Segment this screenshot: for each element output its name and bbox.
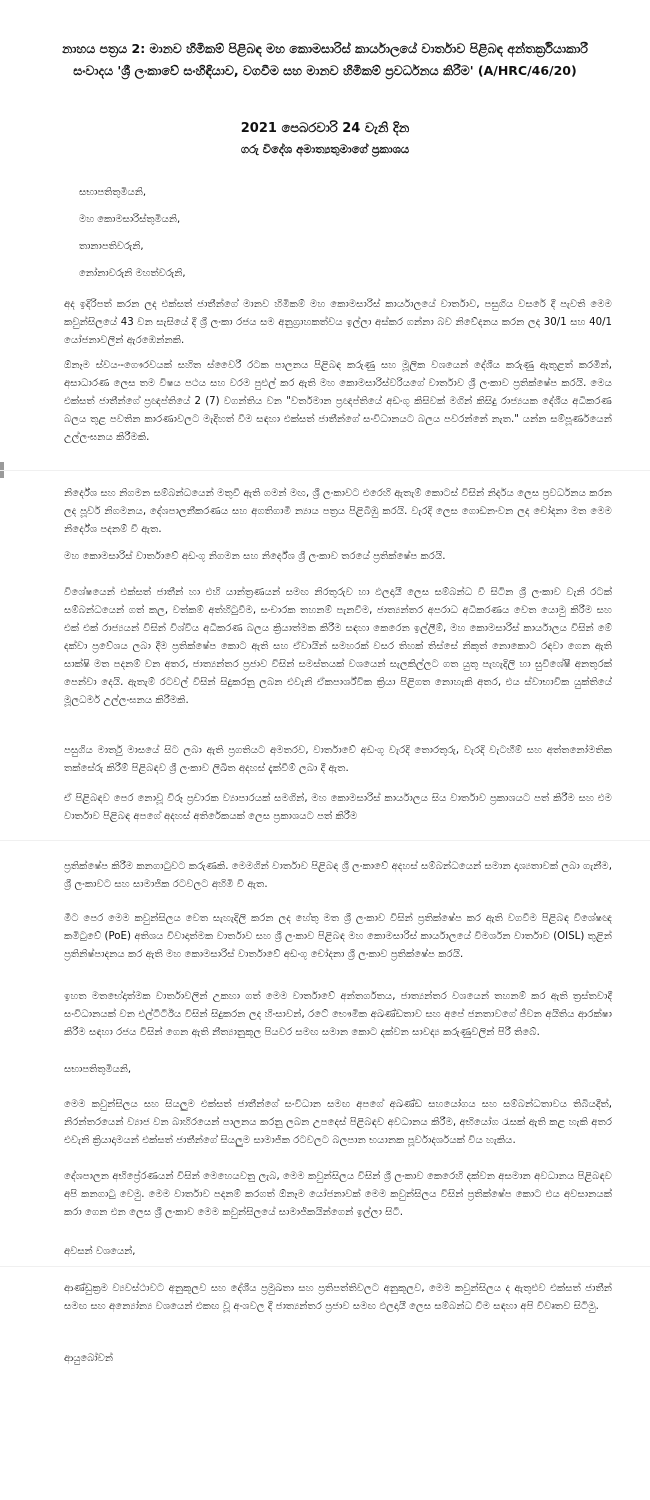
page-break-line (0, 1266, 650, 1267)
closing-label: අවසන් වශයෙන්, (64, 1246, 136, 1257)
salutation-line: තානාපතිවරුනි, (79, 241, 144, 252)
body-paragraph: විශේෂයෙන් එක්සත් ජාතීන් හා එහි යාන්ත්‍රණයන් සමඟ නිරතුරුව හා ඵලදායී ලෙස සම්බන්ධ වී සිටින ශ්‍රී ලංකාව වැනි රටක් සම්බන්ධයෙන් ගත් කල, වත්කම් අත්හිටුවීම, සංචාරක තහනම් පැනවීම, ජාත්‍යන්තර අපරාධ අධිකරණය වෙත යොමු කිරීම සහ එක් එක් රාජ්‍යයන් විසින් විශ්වීය අධිකරණ බලය ක්‍රියාත්මක කිරීම සඳහා කෙරෙන ඉල්ලීම්, මහ කොමසාරිස් කාර්යාලය විසින් මේ දක්වා ප්‍රවේශය ලබා දීම ප්‍රතික්ෂේප කොට ඇති සහ ඒවායින් සමහරක් වසර තිහක් තිස්සේ නිකුත් නොකොට රඳවා ගෙන ඇති සාක්ෂි මත පදනම් වන අතර, ජාත්‍යන්තර ප්‍රජාව විසින් සමස්තයක් වශයෙන් සැලකිල්ලට ගත යුතු පැහැදිලි හා සුවිශේෂී අනතුරක් පෙන්වා දෙයි. ඇතැම් රටවල් විසින් සිදුකරනු ලබන එවැනි ඒකපාර්ශ්වික ක්‍රියා පිළිගත නොහැකි අතර, එය ස්වාභාවික යුක්තියේ මූලධර්ම උල්ලංඝනය කිරීමකි. (64, 587, 612, 706)
body-paragraph: ප්‍රතික්ෂේප කිරීම කනගාටුවට කරුණකි. මෙමගින් වාර්තාව පිළිබඳ ශ්‍රී ලංකාවේ අදහස් සම්බන්ධයෙන් සමාන දෘශ්‍යතාවක් ලබා ගැනීම, ශ්‍රී ලංකාවට සහ සාමාජික රටවලට අහිමි වී ඇත. (64, 861, 612, 890)
salutation-line: සභාපතිතුමියනි, (79, 187, 147, 198)
body-paragraph: ඕනෑම ස්වයං-ගෞරවයක් සහිත ස්වෛරී රටක පාලනය පිළිබඳ කරුණු සහ මූලික වශයෙන් දේශීය කරුණු ඇතුළත් කරමින්, අසාධාරණ ලෙස තම විෂය පථය සහ වරම පුළුල් කර ඇති මහ කොමසාරිස්වරියගේ වාර්තාව ශ්‍රී ලංකාව ප්‍රතික්ෂේප කරයි. මෙය එක්සත් ජාතීන්ගේ ප්‍රඥප්තියේ 2 (7) වගන්තිය වන "වර්තමාන ප්‍රඥප්තියේ අඩංගු කිසිවක් මගින් කිසිදු රාජ්‍යයක දේශීය අධිකරණ බලය තුළ පවතින කාරණාවලට මැදිහත් වීම සඳහා එක්සත් ජාතීන්ගේ සංවිධානයට බලය පවරන්නේ නැත." යන්න සම්පූර්ණයෙන් උල්ලංඝනය කිරීමකි. (64, 360, 612, 443)
page-break-line (0, 470, 650, 471)
body-paragraph: මහ කොමසාරිස් වාර්තාවේ අඩංගු නිගමන සහ නිර්දේශ ශ්‍රී ලංකාව තරයේ ප්‍රතික්ෂේප කරයි. (64, 551, 446, 562)
address-chair: සභාපතිතුමියනි, (64, 1064, 132, 1075)
page-break-line (0, 840, 650, 841)
body-paragraph: මෙම කවුන්සිලය සහ සියලුම එක්සත් ජාතීන්ගේ සංවිධාන සමඟ අපගේ අඛණ්ඩ සහයෝගය සහ සම්බන්ධතාවය තිබියදීත්, නිරන්තරයෙන් ව්‍යාජ වන බාහිරයෙන් පාලනය කරනු ලබන උපදෙස් පිළිබඳව අවධානය කිරීම, අභියෝග රැසක් ඇති කළ හැකි අතර එවැනි ක්‍රියාදාමයන් එක්සත් ජාතීන්ගේ සියලුම සාමාජික රටවලට බලපාන භයානක පූර්වාදර්ශයක් විය හැකිය. (64, 1099, 612, 1146)
body-paragraph: මීට පෙර මෙම කවුන්සිලය වෙත සැහැදිලි කරන ලද හේතු මත ශ්‍රී ලංකාව විසින් ප්‍රතික්ෂේප කර ඇති වගවීම පිළිබඳ විශේෂඥ කමිටුවේ (PoE) අතිශය විවාදාත්මක වාර්තාව සහ ශ්‍රී ලංකාව පිළිබඳ මහ කොමසාරිස් කාර්යාලයේ විමර්ශන වාර්තාව (OISL) තුළින් ප්‍රතිනිෂ්පාදනය කර ඇති මහ කොමසාරිස් වාර්තාවේ අඩංගු චෝදනා ශ්‍රී ලංකාව ප්‍රතික්ෂේප කරයි. (64, 913, 612, 960)
salutation-line: නෝනාවරුනි මහත්වරුනි, (79, 268, 186, 279)
signoff: ආයුබෝවන් (64, 1353, 113, 1364)
body-paragraph: නිර්දේශ සහ නිගමන සම්බන්ධයෙන් මතුවී ඇති ගමන් මඟ, ශ්‍රී ලංකාවට එරෙහි ඇතැම් කොටස් විසින් නිර්දය ලෙස ප්‍රවර්ධනය කරන ලද පූර්ව නිගමනය, දේශපාලනීකරණය සහ අගතිගාමී න්‍යාය පත්‍රය පිළිබිඹු කරයි. වැරදි ලෙස ගොඩනංවන ලද චෝදනා මත මෙම නිර්දේශ පදනම් වී ඇත. (64, 488, 612, 535)
document-date: 2021 පෙබරවාරි 24 වැනි දින (240, 121, 410, 136)
body-paragraph: ඒ පිළිබඳව පෙර නොවූ විරූ ප්‍රචාරක ව්‍යාපාරයක් සමගින්, මහ කොමසාරිස් කාර්යාලය සිය වාර්තාව ප්‍රකාශයට පත් කිරීම සහ එම වාර්තාව පිළිබඳ අපගේ අදහස් අතිරේකයක් ලෙස ප්‍රකාශයට පත් කිරීම (64, 793, 612, 822)
body-paragraph: අද ඉදිරිපත් කරන ලද එක්සත් ජාතීන්ගේ මානව හිමිකම් මහ කොමසාරිස් කාර්යාලයේ වාර්තාව, පසුගිය වසරේ දී පැවති මෙම කවුන්සිලයේ 43 වන සැසියේ දී ශ්‍රී ලංකා රජය සම අනුග්‍රාහකත්වය ඉල්ලා අස්කර ගන්නා බව නිවේදනය කරන ලද 30/1 සහ 40/1 යෝජනාවලින් ඇරඹෙන්නකි. (64, 299, 612, 346)
body-paragraph: පසුගිය මාර්තු මාසයේ සිට ලබා ඇති ප්‍රගතියට අමතරව, වාර්තාවේ අඩංගු වැරදි තොරතුරු, වැරදි වැටහීම් සහ අත්තනෝමතික තක්සේරු කිරීම් පිළිබඳව ශ්‍රී ලංකාව ලිඛිත අදහස් දැක්වීම් ලබා දී ඇත. (64, 745, 612, 774)
speaker-line: ගරු විදේශ අමාත්‍යතුමාගේ ප්‍රකාශය (240, 142, 410, 156)
body-paragraph: ඉහත මතභේදාත්මක වාර්තාවලින් උකහා ගත් මෙම වාර්තාවේ අන්තර්ගතය, ජාත්‍යන්තර වශයෙන් තහනම් කර ඇති ත්‍රස්තවාදී සංවිධානයක් වන එල්ටීටීඊය විසින් සිදුකරන ලද හිංසාවන්, රටේ භෞමික අඛණ්ඩතාව සහ අපේ ජනතාවගේ ජීවන අයිතිය ආරක්ෂා කිරීම සඳහා රජය විසින් ගෙන ඇති නීත්‍යානුකූල පියවර සමඟ සමාන කොට දක්වන සාවද්‍ය කරුණුවලින් පිරී තිබේ. (64, 991, 612, 1038)
body-paragraph: දේශපාලන අභිප්‍රේරණයන් විසින් මෙහෙයවනු ලැබ, මෙම කවුන්සිලය විසින් ශ්‍රී ලංකාව කෙරෙහි දක්වන අසමාන අවධානය පිළිබඳව අපි කනගාටු වෙමු. මෙම වාර්තාව පදනම් කරගත් ඕනෑම යෝජනාවක් මෙම කවුන්සිලය විසින් ප්‍රතික්ෂේප කොට එය අවසානයක් කරා ගෙන එන ලෙස ශ්‍රී ලංකාව මෙම කවුන්සිලයේ සාමාජිකයින්ගෙන් ඉල්ලා සිටී. (64, 1171, 612, 1218)
body-paragraph: ආණ්ඩුක්‍රම ව්‍යවස්ථාවට අනුකූලව සහ දේශීය ප්‍රමුඛතා සහ ප්‍රතිපත්තිවලට අනුකූලව, මෙම කවුන්සිලය ද ඇතුළුව එක්සත් ජාතීන් සමඟ සහ අන්‍යෝන්‍ය වශයෙන් එකඟ වූ අංශවල දී ජාත්‍යන්තර ප්‍රජාව සමඟ ඵලදායී ලෙස සම්බන්ධ වීම සඳහා අපි විවෘතව සිටිමු. (64, 1283, 612, 1312)
salutation-line: මහ කොමසාරිස්තුමියනි, (79, 214, 181, 225)
document-title: නාහය පත්‍රය 2: මානව හිමිකම් පිළිබඳ මහ කොමසාරිස් කාර්යාලයේ වාර්තාව පිළිබඳ අන්තර්ක්‍රියාකාරී සංවාදය 'ශ්‍රී ලංකාවේ සංහිඳියාව, වගවීම සහ මානව හිමිකම් ප්‍රවර්ධනය කිරීම' (A/HRC/46/20) (62, 41, 588, 78)
